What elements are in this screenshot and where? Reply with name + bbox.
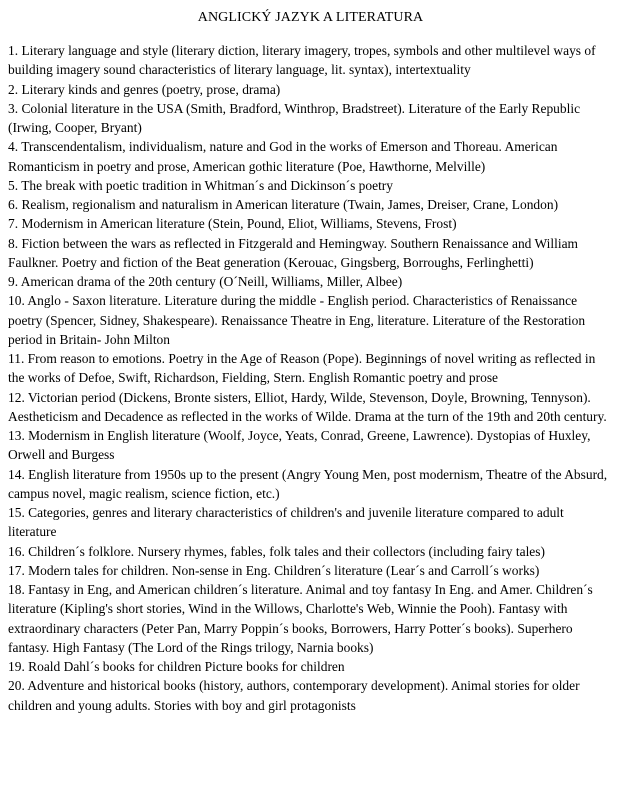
topic-item: 10. Anglo - Saxon literature. Literature during the middle - English period. Characteristics of Renaissance poetry (Spencer, Sidney, Shakespeare). Renaissance Theatre in Eng, literature. Literature of the Restoration period in Britain- John Milton xyxy=(8,293,586,347)
topic-item: 5. The break with poetic tradition in Whitman´s and Dickinson´s poetry xyxy=(8,177,394,193)
topic-item: 7. Modernism in American literature (Stein, Pound, Eliot, Williams, Stevens, Frost) xyxy=(8,216,457,232)
topic-item: 1. Literary language and style (literary diction, literary imagery, tropes, symbols and other multilevel ways of building imagery sound characteristics of literary language, lit. syntax), intertextuality xyxy=(8,43,596,78)
topic-item: 15. Categories, genres and literary characteristics of children's and juvenile literature compared to adult literature xyxy=(8,505,564,540)
topic-item: 17. Modern tales for children. Non-sense in Eng. Children´s literature (Lear´s and Carroll´s works) xyxy=(8,562,540,578)
topic-item: 13. Modernism in English literature (Woolf, Joyce, Yeats, Conrad, Greene, Lawrence). Dystopias of Huxley, Orwell and Burgess xyxy=(8,428,591,463)
topic-item: 11. From reason to emotions. Poetry in the Age of Reason (Pope). Beginnings of novel writing as reflected in the works of Defoe, Swift, Richardson, Fielding, Stern. English Romantic poetry and prose xyxy=(8,351,596,386)
topic-item: 4. Transcendentalism, individualism, nature and God in the works of Emerson and Thoreau. American Romanticism in poetry and prose, American gothic literature (Poe, Hawthorne, Melville) xyxy=(8,139,558,174)
topic-item: 8. Fiction between the wars as reflected in Fitzgerald and Hemingway. Southern Renaissance and William Faulkner. Poetry and fiction of the Beat generation (Kerouac, Gingsberg, Borroughs, Ferlinghetti) xyxy=(8,235,579,270)
document-title: ANGLICKÝ JAZYK A LITERATURA xyxy=(197,10,424,25)
topic-item: 3. Colonial literature in the USA (Smith, Bradford, Winthrop, Bradstreet). Literature of the Early Republic (Irwing, Cooper, Bryant) xyxy=(8,100,581,135)
topic-item: 16. Children´s folklore. Nursery rhymes, fables, folk tales and their collectors (including fairy tales) xyxy=(8,543,545,559)
topic-item: 14. English literature from 1950s up to the present (Angry Young Men, post modernism, Theatre of the Absurd, campus novel, magic realism, science fiction, etc.) xyxy=(8,466,608,501)
topic-item: 6. Realism, regionalism and naturalism in American literature (Twain, James, Dreiser, Crane, London) xyxy=(8,197,559,212)
topic-item: 9. American drama of the 20th century (O´Neill, Williams, Miller, Albee) xyxy=(8,274,403,289)
topic-list xyxy=(8,41,613,715)
topic-item: 19. Roald Dahl´s books for children Picture books for children xyxy=(8,659,345,674)
topic-item: 20. Adventure and historical books (history, authors, contemporary development). Animal stories for older children and young adults. Stories with boy and girl protagonists xyxy=(8,678,580,713)
topic-item: 18. Fantasy in Eng, and American children´s literature. Animal and toy fantasy In Eng. and Amer. Children´s literature (Kipling's short stories, Wind in the Willows, Charlotte's Web, Winnie the Pooh). Fantasy with extraordinary characters (Peter Pan, Marry Poppin´s books, Borrowers, Harry Potter´s books). Superhero fantasy. High Fantasy (The Lord of the Rings trilogy, Narnia books) xyxy=(8,582,593,655)
topic-item: 12. Victorian period (Dickens, Bronte sisters, Elliot, Hardy, Wilde, Stevenson, Doyle, Browning, Tennyson). Aestheticism and Decadence as reflected in the works of Wilde. Drama at the turn of the 19th and 20th century. xyxy=(8,389,607,424)
topic-item: 2. Literary kinds and genres (poetry, prose, drama) xyxy=(8,81,281,97)
